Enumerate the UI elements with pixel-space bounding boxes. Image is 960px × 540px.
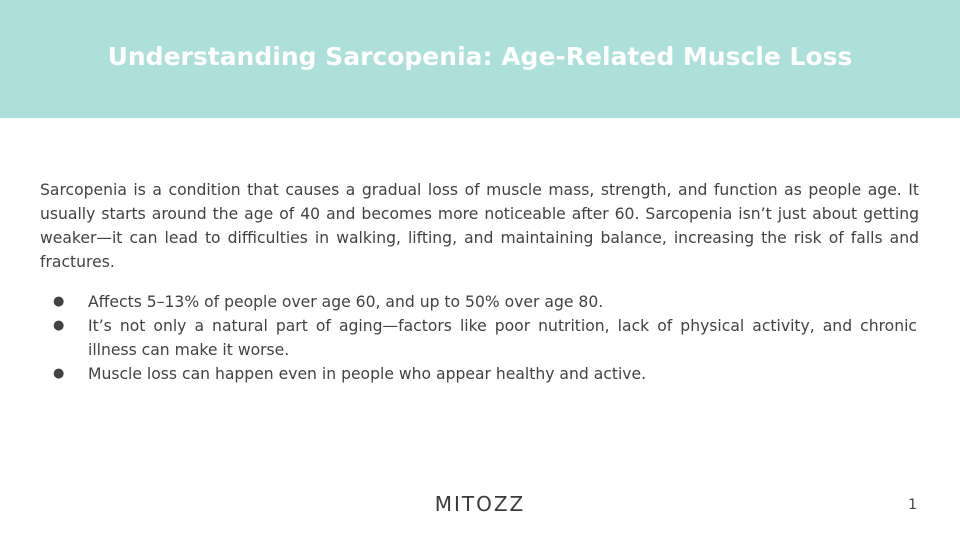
list-item	[40, 290, 917, 314]
bullet-text: Affects 5–13% of people over age 60, and up to 50% over age 80.	[88, 293, 604, 311]
slide-title: Understanding Sarcopenia: Age-Related Muscle Loss	[107, 42, 853, 71]
bullet-text: Muscle loss can happen even in people who appear healthy and active.	[88, 365, 647, 383]
header-band	[0, 0, 960, 118]
bullet-icon: ●	[53, 294, 65, 309]
bullet-icon: ●	[53, 366, 65, 381]
list-item	[40, 362, 917, 386]
page-number: 1	[908, 497, 917, 513]
brand-logo: MITOZZ	[434, 492, 526, 516]
bullet-text: It’s not only a natural part of aging—factors like poor nutrition, lack of physical activity, and chronic illness can make it worse.	[88, 317, 917, 359]
bullet-icon: ●	[53, 318, 65, 333]
list-item	[40, 314, 917, 362]
bullet-list	[40, 290, 917, 386]
intro-paragraph: Sarcopenia is a condition that causes a gradual loss of muscle mass, strength, and function as people age. It usually starts around the age of 40 and becomes more noticeable after 60. Sarcopenia isn’t just about getting weaker—it can lead to difficulties in walking, lifting, and maintaining balance, increasing the risk of falls and fractures.	[40, 181, 919, 271]
